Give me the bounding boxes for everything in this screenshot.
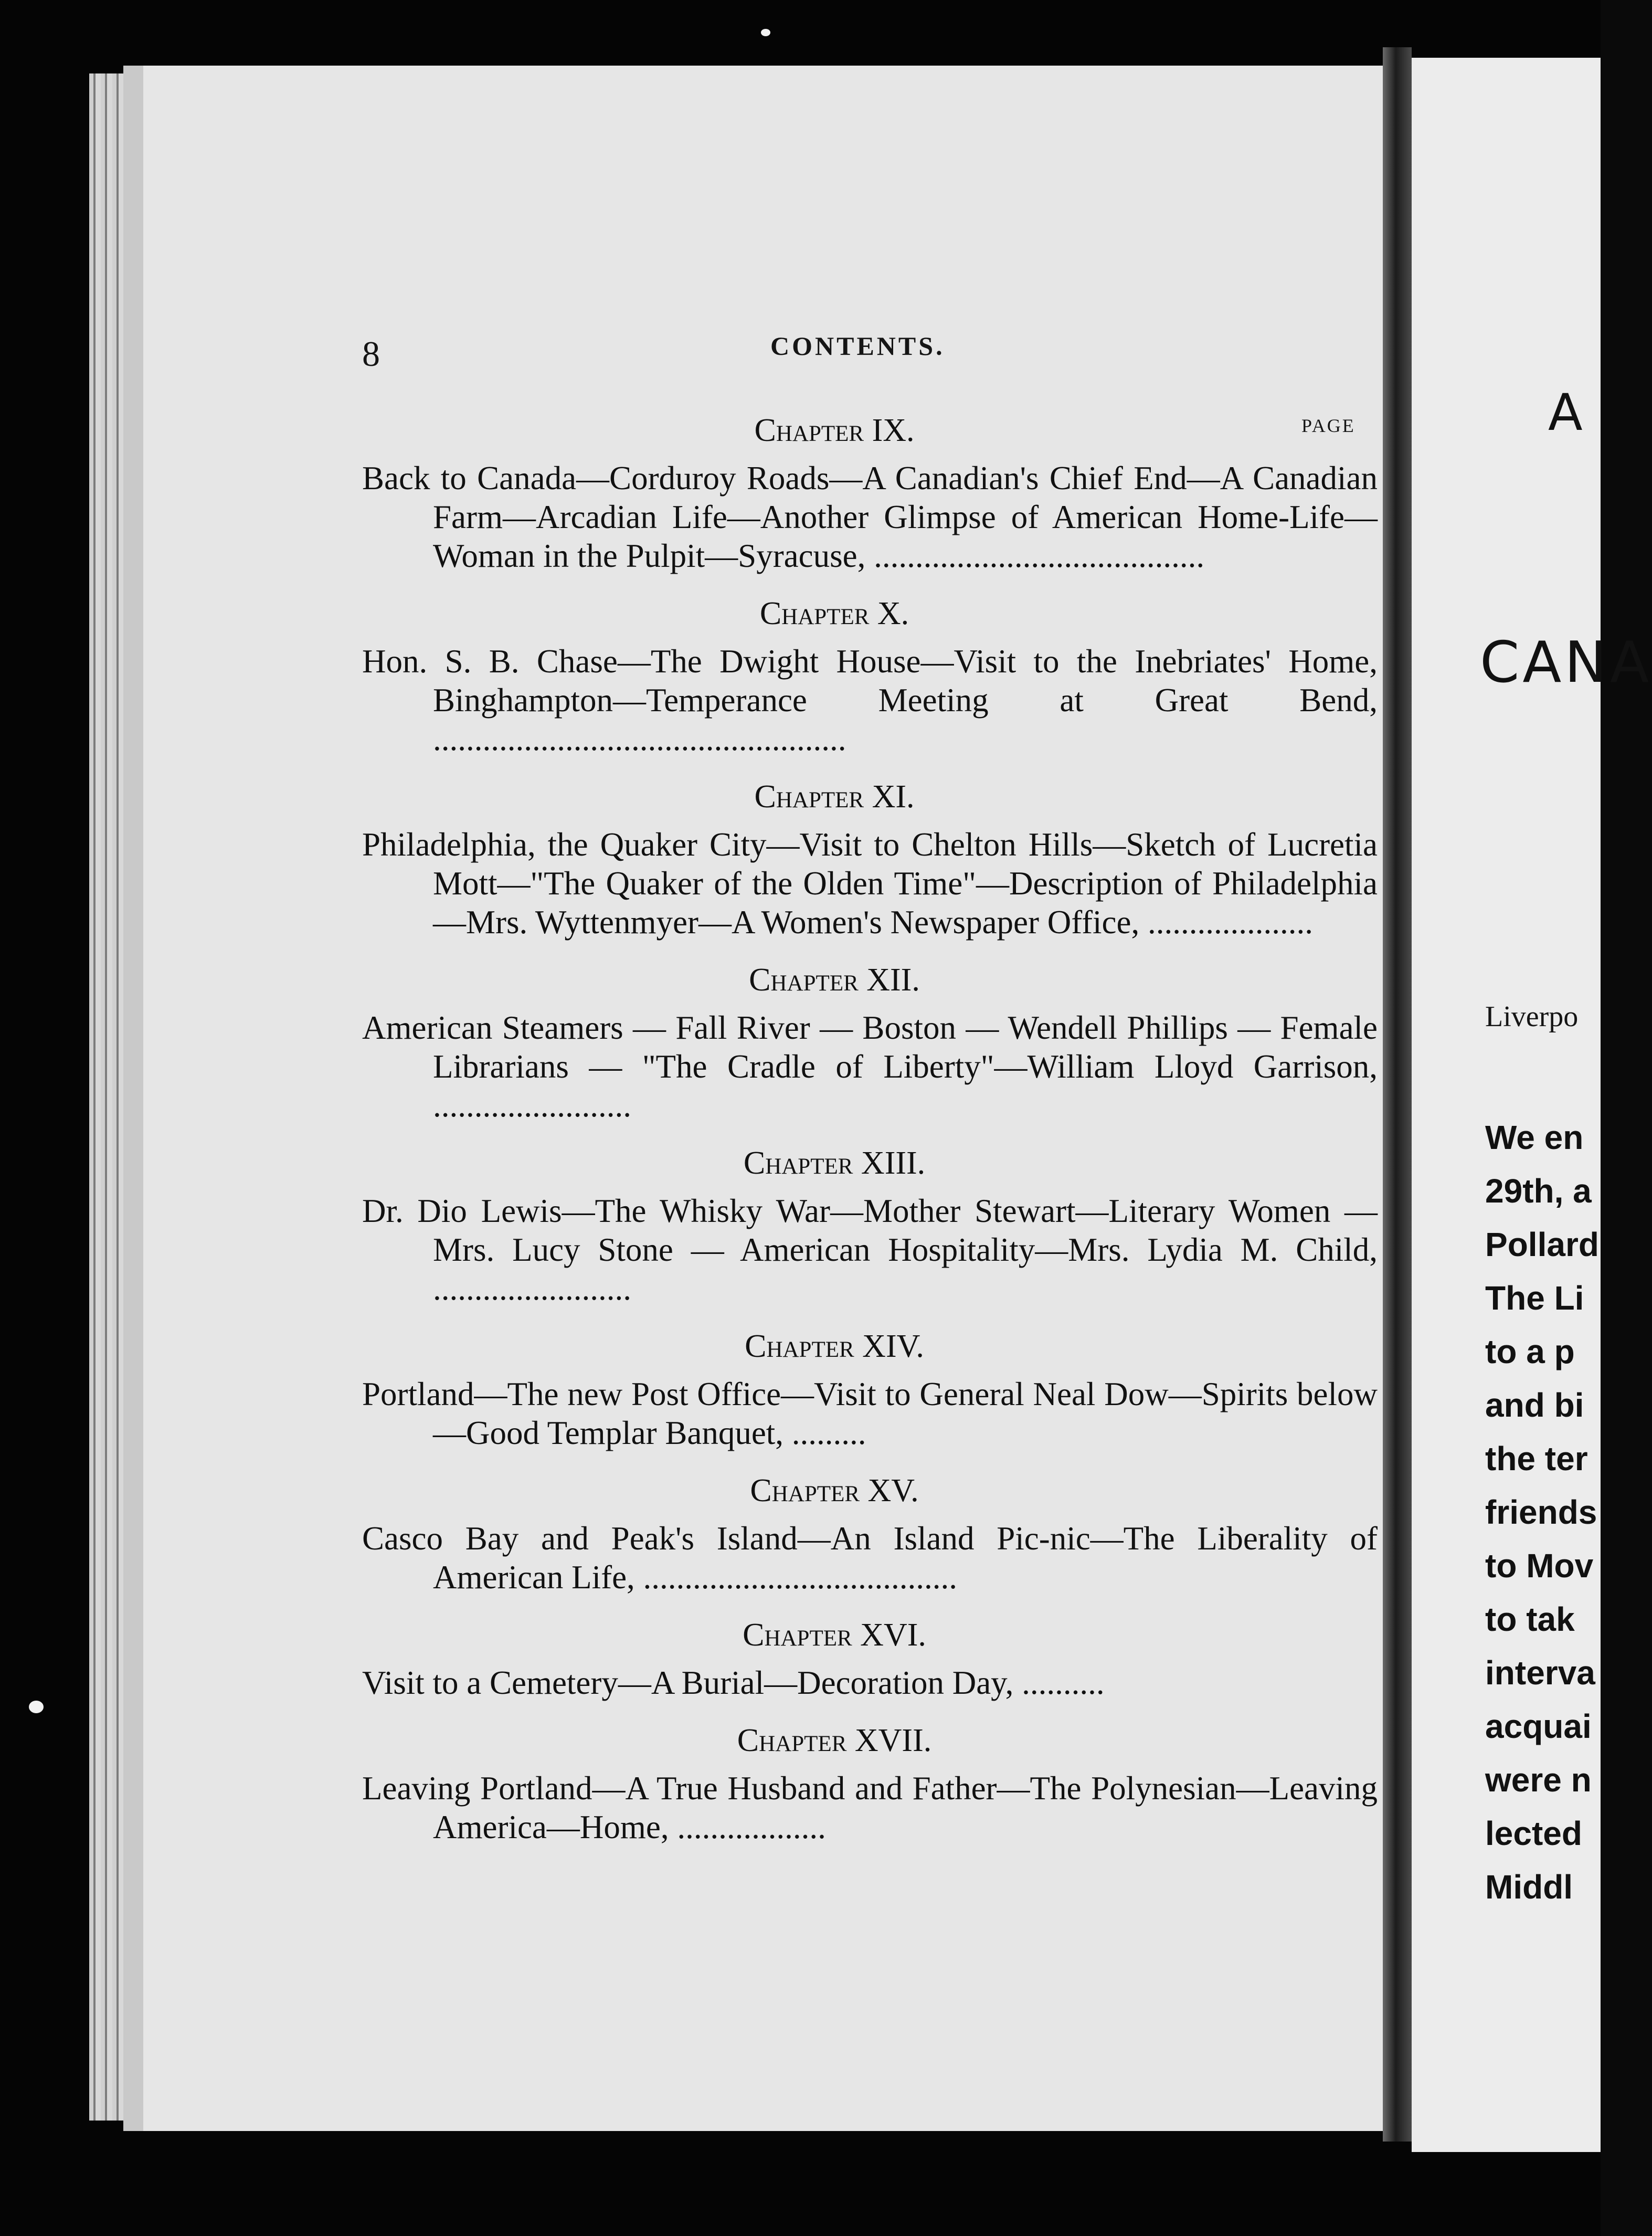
chapter-heading: Chapter IX.: [754, 413, 915, 448]
right-page-line: Middl: [1485, 1868, 1573, 1906]
right-page-line: to a p: [1485, 1333, 1575, 1370]
entry-text: Leaving Portland—A True Husband and Father—The Polynesian—Leaving America—Home, ..................: [362, 1770, 1378, 1845]
scan-speck: [761, 29, 770, 36]
scan-speck: [29, 1701, 44, 1713]
toc-entry: [362, 1663, 1378, 1702]
book-gutter: [1383, 47, 1412, 2142]
right-page-line: The Li: [1485, 1279, 1584, 1317]
toc-entry: [362, 1769, 1378, 1847]
right-page-line: Pollard: [1485, 1226, 1599, 1263]
right-page-line: acquai: [1485, 1707, 1592, 1745]
toc-entry: [362, 825, 1378, 942]
table-of-contents: [362, 412, 1391, 1847]
chapter-heading: Chapter XII.: [749, 962, 920, 998]
right-page-line: interva: [1485, 1654, 1595, 1692]
right-page-heading-fragment: CANA: [1480, 630, 1652, 695]
toc-entry: [362, 1008, 1378, 1125]
chapter-heading: Chapter XIV.: [745, 1328, 924, 1364]
entry-text: Back to Canada—Corduroy Roads—A Canadian's Chief End—A Canadian Farm—Arcadian Life—Another Glimpse of American Home-Life—Woman in the Pulpit—Syracuse, ........................................: [362, 460, 1378, 574]
right-page-line: and bi: [1485, 1386, 1584, 1424]
toc-entry: [362, 1519, 1378, 1597]
toc-entry: [362, 459, 1378, 575]
right-page-line: were n: [1485, 1761, 1592, 1799]
entry-text: Visit to a Cemetery—A Burial—Decoration Day, ..........: [362, 1664, 1105, 1701]
chapter-heading: Chapter X.: [759, 596, 909, 631]
right-page-line: the ter: [1485, 1440, 1588, 1478]
chapter-heading: Chapter XV.: [750, 1473, 919, 1509]
entry-text: Dr. Dio Lewis—The Whisky War—Mother Stewart—Literary Women — Mrs. Lucy Stone — American Hospitality—Mrs. Lydia M. Child, ........................: [362, 1193, 1378, 1307]
chapter-heading: Chapter XI.: [754, 779, 915, 815]
entry-text: American Steamers — Fall River — Boston — Wendell Phillips — Female Librarians — "The Cradle of Liberty"—William Lloyd Garrison, ........................: [362, 1009, 1378, 1124]
right-page-title-fragment: A: [1548, 383, 1583, 442]
chapter-heading: Chapter XVII.: [737, 1723, 932, 1758]
page-column-label: PAGE: [1301, 415, 1356, 436]
chapter-heading: Chapter XVI.: [743, 1617, 926, 1653]
right-page-line: to tak: [1485, 1600, 1575, 1638]
running-head: CONTENTS.: [770, 331, 945, 361]
entry-text: Philadelphia, the Quaker City—Visit to Chelton Hills—Sketch of Lucretia Mott—"The Quaker of the Olden Time"—Description of Philadelphia—Mrs. Wyttenmyer—A Women's Newspaper Office, ....................: [362, 826, 1378, 941]
entry-text: Portland—The new Post Office—Visit to General Neal Dow—Spirits below—Good Templar Banquet, .........: [362, 1376, 1378, 1451]
entry-text: Hon. S. B. Chase—The Dwight House—Visit to the Inebriates' Home, Binghampton—Temperance Meeting at Great Bend, ..................................................: [362, 643, 1378, 757]
right-page-line: lected: [1485, 1815, 1582, 1852]
entry-text: Casco Bay and Peak's Island—An Island Pic-nic—The Liberality of American Life, ......................................: [362, 1520, 1378, 1596]
right-page-line: 29th, a: [1485, 1172, 1592, 1210]
page-number: 8: [362, 334, 380, 374]
toc-entry: [362, 642, 1378, 758]
right-page-line: friends: [1485, 1493, 1597, 1531]
toc-entry: [362, 1191, 1378, 1308]
toc-entry: [362, 1375, 1378, 1452]
chapter-heading: Chapter XIII.: [743, 1145, 926, 1181]
right-page-place-fragment: Liverpo: [1485, 1000, 1579, 1033]
right-page-line: to Mov: [1485, 1547, 1594, 1585]
right-page-line: We en: [1485, 1119, 1584, 1156]
